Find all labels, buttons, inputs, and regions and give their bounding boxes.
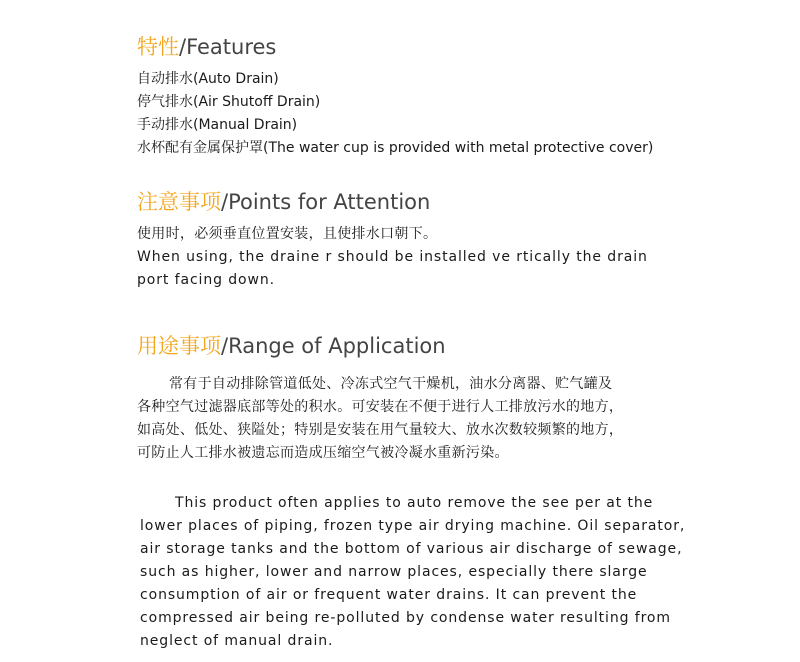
application-en-line-5: consumption of air or frequent water drains. It can prevent the [140, 587, 638, 603]
attention-section [137, 189, 677, 292]
attention-heading [137, 189, 677, 215]
features-list [137, 68, 677, 160]
application-title-en: Range of Application [228, 334, 446, 358]
attention-line-en-1: When using, the draine r should be installed ve rtically the drain [137, 249, 648, 265]
application-paragraph-cn [137, 373, 677, 465]
attention-title-separator: / [221, 190, 229, 214]
application-en-line-1: This product often applies to auto remove the see per at the [175, 495, 654, 511]
features-title-separator: / [179, 35, 187, 59]
features-title-cn: 特性 [137, 35, 179, 59]
attention-body [137, 223, 677, 292]
features-item-protective-cover: 水杯配有金属保护罩(The water cup is provided with metal protective cover) [137, 140, 654, 156]
features-item-manual-drain: 手动排水(Manual Drain) [137, 117, 298, 133]
application-en-line-7: neglect of manual drain. [140, 633, 334, 649]
application-en-line-2: lower places of piping, frozen type air drying machine. Oil separator, [140, 518, 686, 534]
features-heading [137, 34, 677, 60]
attention-title-cn: 注意事项 [137, 190, 221, 214]
application-en-line-4: such as higher, lower and narrow places, especially there slarge [140, 564, 648, 580]
application-cn-line-3: 如高处、低处、狭隘处；特别是安装在用气量较大、放水次数较频繁的地方， [137, 422, 624, 438]
application-paragraph-en [137, 492, 686, 653]
application-heading [137, 333, 677, 359]
application-cn-line-2: 各种空气过滤器底部等处的积水。可安装在不便于进行人工排放污水的地方， [137, 399, 624, 415]
application-cn-line-1: 常有于自动排除管道低处、冷冻式空气干燥机，油水分离器、贮气罐及 [169, 376, 613, 392]
features-item-air-shutoff-drain: 停气排水(Air Shutoff Drain) [137, 94, 321, 110]
application-title-cn: 用途事项 [137, 334, 221, 358]
application-cn-line-4: 可防止人工排水被遗忘而造成压缩空气被冷凝水重新污染。 [137, 445, 509, 461]
attention-line-en-2: port facing down. [137, 272, 275, 288]
attention-title-en: Points for Attention [228, 190, 431, 214]
application-en-line-3: air storage tanks and the bottom of various air discharge of sewage, [140, 541, 683, 557]
features-section [137, 34, 677, 160]
features-title-en: Features [186, 35, 277, 59]
features-item-auto-drain: 自动排水(Auto Drain) [137, 71, 279, 87]
application-title-separator: / [221, 334, 229, 358]
application-section [137, 333, 686, 653]
attention-line-cn: 使用时，必须垂直位置安装，且使排水口朝下。 [137, 226, 438, 242]
application-en-line-6: compressed air being re-polluted by condense water resulting from [140, 610, 671, 626]
